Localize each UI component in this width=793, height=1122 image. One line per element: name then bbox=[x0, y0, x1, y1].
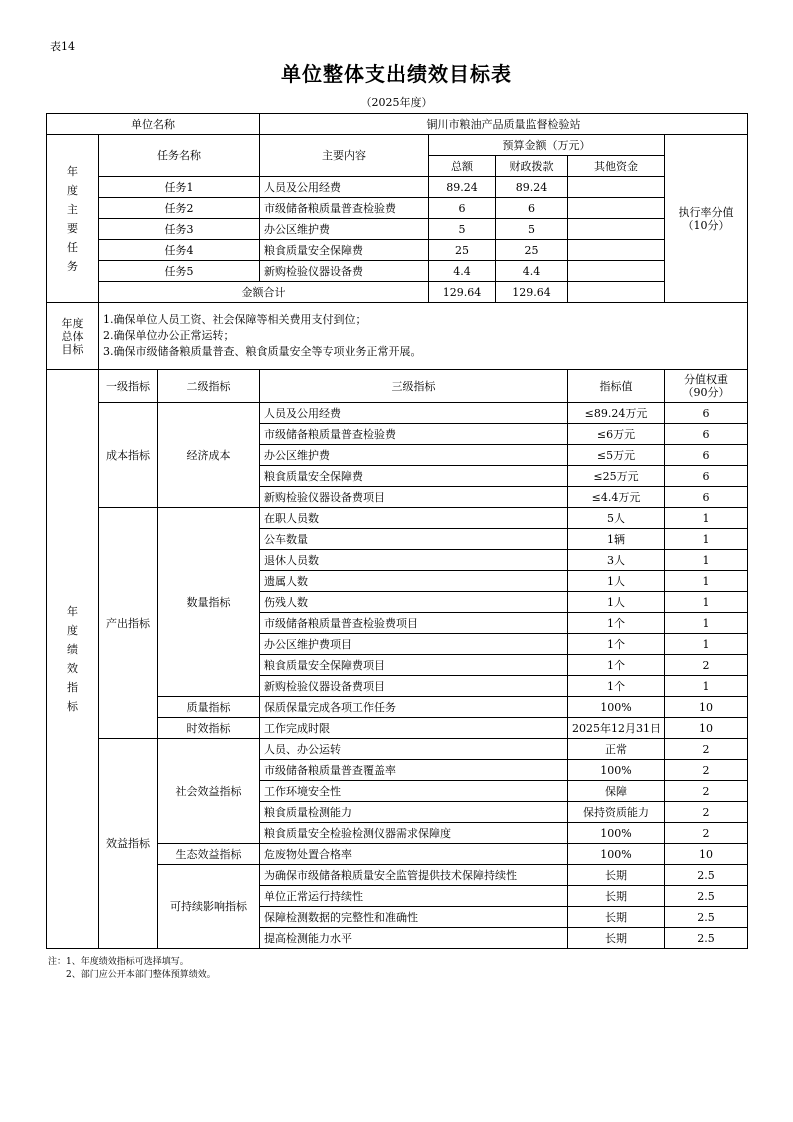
goal-line: 2.确保单位办公正常运转； bbox=[103, 329, 235, 342]
indicator-value: 100% bbox=[568, 823, 665, 844]
indicator-weight: 2 bbox=[665, 655, 748, 676]
indicator-weight: 1 bbox=[665, 613, 748, 634]
level1-indicator: 产出指标 bbox=[99, 508, 158, 739]
task-name: 任务3 bbox=[99, 219, 260, 240]
indicator-weight: 1 bbox=[665, 529, 748, 550]
indicator-weight: 6 bbox=[665, 466, 748, 487]
task-content: 粮食质量安全保障费 bbox=[260, 240, 429, 261]
indicator-weight: 1 bbox=[665, 676, 748, 697]
page-title: 单位整体支出绩效目标表 bbox=[281, 62, 512, 86]
indicator-value: 1个 bbox=[568, 676, 665, 697]
indicator-weight: 2 bbox=[665, 781, 748, 802]
footnote-2: 2、部门应公开本部门整体预算绩效。 bbox=[66, 970, 216, 980]
task-other bbox=[568, 240, 665, 261]
unit-name-label: 单位名称 bbox=[47, 114, 260, 135]
level3-indicator: 市级储备粮质量普查检验费 bbox=[260, 424, 568, 445]
indicator-weight: 10 bbox=[665, 718, 748, 739]
task-other bbox=[568, 198, 665, 219]
indicator-value: 长期 bbox=[568, 865, 665, 886]
indicator-value: 1个 bbox=[568, 634, 665, 655]
indicator-value: 1人 bbox=[568, 592, 665, 613]
level3-indicator: 在职人员数 bbox=[260, 508, 568, 529]
indicator-value: 保障 bbox=[568, 781, 665, 802]
indicator-weight: 10 bbox=[665, 844, 748, 865]
indicator-weight: 1 bbox=[665, 571, 748, 592]
overall-goal-label: 年度 总体 目标 bbox=[47, 303, 99, 370]
indicator-weight: 1 bbox=[665, 634, 748, 655]
indicator-value: 1人 bbox=[568, 571, 665, 592]
indicator-weight: 2.5 bbox=[665, 928, 748, 949]
task-total: 25 bbox=[429, 240, 496, 261]
indicator-value: ≤89.24万元 bbox=[568, 403, 665, 424]
main-content-header: 主要内容 bbox=[260, 135, 429, 177]
goal-line: 1.确保单位人员工资、社会保障等相关费用支付到位； bbox=[103, 313, 367, 326]
indicator-weight: 6 bbox=[665, 487, 748, 508]
indicator-value: 100% bbox=[568, 760, 665, 781]
level1-indicator: 效益指标 bbox=[99, 739, 158, 949]
task-other bbox=[568, 219, 665, 240]
level2-indicator: 社会效益指标 bbox=[158, 739, 260, 844]
indicator-weight: 2.5 bbox=[665, 886, 748, 907]
task-content: 人员及公用经费 bbox=[260, 177, 429, 198]
level3-indicator: 粮食质量检测能力 bbox=[260, 802, 568, 823]
level3-indicator: 退休人员数 bbox=[260, 550, 568, 571]
level3-indicator: 危废物处置合格率 bbox=[260, 844, 568, 865]
indicator-weight: 2 bbox=[665, 802, 748, 823]
table-number-tag: 表14 bbox=[50, 40, 75, 53]
indicator-value: ≤4.4万元 bbox=[568, 487, 665, 508]
task-name: 任务5 bbox=[99, 261, 260, 282]
task-content: 办公区维护费 bbox=[260, 219, 429, 240]
task-other bbox=[568, 261, 665, 282]
indicator-value: 3人 bbox=[568, 550, 665, 571]
task-total: 6 bbox=[429, 198, 496, 219]
task-fiscal: 5 bbox=[496, 219, 568, 240]
level3-indicator: 保质保量完成各项工作任务 bbox=[260, 697, 568, 718]
indicator-value: ≤5万元 bbox=[568, 445, 665, 466]
level3-header: 三级指标 bbox=[260, 370, 568, 403]
level2-indicator: 生态效益指标 bbox=[158, 844, 260, 865]
level3-indicator: 工作完成时限 bbox=[260, 718, 568, 739]
indicator-value: 长期 bbox=[568, 928, 665, 949]
task-name-header: 任务名称 bbox=[99, 135, 260, 177]
level3-indicator: 市级储备粮质量普查检验费项目 bbox=[260, 613, 568, 634]
indicator-value: 保持资质能力 bbox=[568, 802, 665, 823]
task-total: 5 bbox=[429, 219, 496, 240]
indicator-weight: 6 bbox=[665, 403, 748, 424]
overall-goal-text bbox=[99, 303, 748, 370]
indicator-weight: 10 bbox=[665, 697, 748, 718]
indicator-value: 正常 bbox=[568, 739, 665, 760]
level3-indicator: 粮食质量安全保障费项目 bbox=[260, 655, 568, 676]
level3-indicator: 工作环境安全性 bbox=[260, 781, 568, 802]
total-header: 总额 bbox=[429, 156, 496, 177]
value-header: 指标值 bbox=[568, 370, 665, 403]
annual-indicators-label bbox=[47, 370, 99, 949]
indicator-weight: 2 bbox=[665, 739, 748, 760]
indicator-value: 100% bbox=[568, 697, 665, 718]
indicator-value: 2025年12月31日 bbox=[568, 718, 665, 739]
level1-indicator: 成本指标 bbox=[99, 403, 158, 508]
indicator-value: 长期 bbox=[568, 886, 665, 907]
indicator-value: 1个 bbox=[568, 655, 665, 676]
execution-rate-score: 执行率分值 （10分） bbox=[665, 135, 748, 303]
task-total: 89.24 bbox=[429, 177, 496, 198]
level3-indicator: 办公区维护费 bbox=[260, 445, 568, 466]
task-name: 任务4 bbox=[99, 240, 260, 261]
level2-header: 二级指标 bbox=[158, 370, 260, 403]
other-funds-header: 其他资金 bbox=[568, 156, 665, 177]
indicator-value: ≤6万元 bbox=[568, 424, 665, 445]
level3-indicator: 遗属人数 bbox=[260, 571, 568, 592]
budget-header: 预算金额（万元） bbox=[429, 135, 665, 156]
task-fiscal: 6 bbox=[496, 198, 568, 219]
level3-indicator: 粮食质量安全检验检测仪器需求保障度 bbox=[260, 823, 568, 844]
indicator-weight: 1 bbox=[665, 592, 748, 613]
level1-header: 一级指标 bbox=[99, 370, 158, 403]
task-name: 任务2 bbox=[99, 198, 260, 219]
level3-indicator: 伤残人数 bbox=[260, 592, 568, 613]
task-content: 市级储备粮质量普查检验费 bbox=[260, 198, 429, 219]
level3-indicator: 公车数量 bbox=[260, 529, 568, 550]
level2-indicator: 时效指标 bbox=[158, 718, 260, 739]
task-fiscal: 25 bbox=[496, 240, 568, 261]
annual-tasks-label bbox=[47, 135, 99, 303]
fiscal-header: 财政拨款 bbox=[496, 156, 568, 177]
weight-header: 分值权重 （90分） bbox=[665, 370, 748, 403]
indicator-value: 5人 bbox=[568, 508, 665, 529]
sum-other bbox=[568, 282, 665, 303]
indicator-weight: 2 bbox=[665, 823, 748, 844]
footnotes bbox=[48, 956, 216, 982]
sum-fiscal: 129.64 bbox=[496, 282, 568, 303]
level2-indicator: 质量指标 bbox=[158, 697, 260, 718]
indicator-value: 1个 bbox=[568, 613, 665, 634]
indicator-value: 1辆 bbox=[568, 529, 665, 550]
level3-indicator: 新购检验仪器设备费项目 bbox=[260, 487, 568, 508]
level2-indicator: 经济成本 bbox=[158, 403, 260, 508]
annual-indicators-label-text: 年度绩效指标 bbox=[67, 605, 78, 713]
indicator-value: ≤25万元 bbox=[568, 466, 665, 487]
indicator-weight: 6 bbox=[665, 424, 748, 445]
level3-indicator: 人员、办公运转 bbox=[260, 739, 568, 760]
indicator-value: 长期 bbox=[568, 907, 665, 928]
indicator-weight: 2.5 bbox=[665, 865, 748, 886]
task-name: 任务1 bbox=[99, 177, 260, 198]
task-fiscal: 89.24 bbox=[496, 177, 568, 198]
level3-indicator: 粮食质量安全保障费 bbox=[260, 466, 568, 487]
level3-indicator: 人员及公用经费 bbox=[260, 403, 568, 424]
indicator-weight: 1 bbox=[665, 550, 748, 571]
level3-indicator: 新购检验仪器设备费项目 bbox=[260, 676, 568, 697]
task-total: 4.4 bbox=[429, 261, 496, 282]
indicator-weight: 2 bbox=[665, 760, 748, 781]
annual-tasks-label-text: 年度主要任务 bbox=[67, 164, 78, 273]
indicator-weight: 1 bbox=[665, 508, 748, 529]
unit-name-value: 铜川市粮油产品质量监督检验站 bbox=[260, 114, 748, 135]
level2-indicator: 数量指标 bbox=[158, 508, 260, 697]
level3-indicator: 保障检测数据的完整性和准确性 bbox=[260, 907, 568, 928]
level3-indicator: 办公区维护费项目 bbox=[260, 634, 568, 655]
level3-indicator: 提高检测能力水平 bbox=[260, 928, 568, 949]
sum-total: 129.64 bbox=[429, 282, 496, 303]
footnote-1: 注：1、年度绩效指标可选择填写。 bbox=[48, 957, 189, 967]
task-content: 新购检验仪器设备费 bbox=[260, 261, 429, 282]
indicator-weight: 2.5 bbox=[665, 907, 748, 928]
fiscal-year: （2025年度） bbox=[360, 96, 433, 109]
level2-indicator: 可持续影响指标 bbox=[158, 865, 260, 949]
sum-label: 金额合计 bbox=[99, 282, 429, 303]
level3-indicator: 单位正常运行持续性 bbox=[260, 886, 568, 907]
level3-indicator: 为确保市级储备粮质量安全监管提供技术保障持续性 bbox=[260, 865, 568, 886]
task-fiscal: 4.4 bbox=[496, 261, 568, 282]
task-other bbox=[568, 177, 665, 198]
indicator-weight: 6 bbox=[665, 445, 748, 466]
indicator-value: 100% bbox=[568, 844, 665, 865]
performance-target-table bbox=[46, 113, 748, 949]
goal-line: 3.确保市级储备粮质量普查、粮食质量安全等专项业务正常开展。 bbox=[103, 345, 422, 358]
level3-indicator: 市级储备粮质量普查覆盖率 bbox=[260, 760, 568, 781]
